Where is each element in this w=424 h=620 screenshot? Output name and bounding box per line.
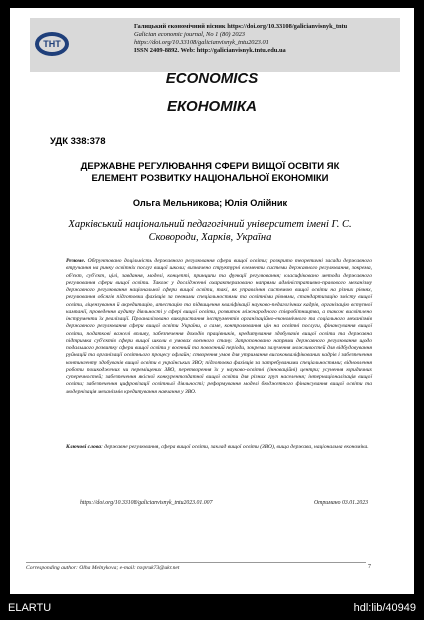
article-doi-link[interactable]: https://doi.org/10.33108/galicianvisnyk_tntu2023.01.007 [80,500,213,506]
svg-text:ТНТ: ТНТ [43,39,61,49]
title-line-1: ДЕРЖАВНЕ РЕГУЛЮВАННЯ СФЕРИ ВИЩОЇ ОСВІТИ ЯК [80,161,340,172]
handle-label: hdl:lib/40949 [353,602,416,614]
keywords-text: : державне регулювання, сфера вищої освіти, заклад вищої освіти (ЗВО), вища держава, національна економіка. [100,444,369,450]
keywords-label: Ключові слова [66,444,101,450]
section-heading-en: ECONOMICS [165,70,259,87]
journal-issn-line: ISSN 2409-8892. Web: http://galicianvisnyk.tntu.edu.ua [134,47,286,54]
article-title [50,161,370,185]
section-heading-uk: ЕКОНОМІКА [167,98,257,115]
keywords-block [66,444,372,451]
journal-issue-line: Galician economic journal, No 1 (80) 2023 [134,31,245,38]
page-number: 7 [368,564,371,570]
journal-doi-line: https://doi.org/10.33108/galicianvisnyk_tntu2023.01 [134,39,269,46]
abstract-block [66,258,372,396]
journal-header-banner [30,18,400,72]
received-date: Отримано 03.01.2023 [314,500,369,506]
abstract-label: Резюме. [66,258,86,264]
title-line-2: ЕЛЕМЕНТ РОЗВИТКУ НАЦІОНАЛЬНОЇ ЕКОНОМІКИ [91,173,329,184]
udc-code: УДК 338:378 [50,136,106,147]
corresponding-author-footer: Corresponding author: Olha Melnykova; e-mail: tsvpruk73@ukr.net [26,562,366,571]
journal-header-text [134,23,396,55]
journal-logo-icon [34,26,70,62]
author-affiliation: Харківський національний педагогічний університет імені Г. С. Сковороди, Харків, Україна [68,219,352,243]
article-authors: Ольга Мельникова; Юлія Олійник [132,198,288,208]
journal-title-line: Галицький економічний вісник https://doi.org/10.33108/galicianvisnyk_tntu [134,23,348,30]
article-page [10,8,414,594]
abstract-text: Обґрунтовано доцільність державного регулювання сфери вищої освіти; розкрито теоретичні засади державного втручання на ринку освітніх послуг вищої школи; визначено структурні елементи системи державного регулювання, зокрема, об'єкт, суб'єкт, цілі, завдання, моделі, концепті, принципи та функції регулювання; класифіковано методи державного регулювання сфери вищої освіти. Також у дослідженні охарактеризовано напрями адміністративно-правового механізму державного регулювання національної сфери вищої освіти, такі, як управління системою вищої освіти на різних рівнях, регулювання обсягів підготовки фахівців за певними спеціальностями та освітніми рівнями, стандартизацію змісту вищої освіти, ліцензування й акредитацію, атестацію та підвищення кваліфікації науково-педагогічних кадрів, організацію вступної кампанії, проведення аудиту діяльності у сфері вищої освіти, розвиток міжнародного співробітництва, а також висвітлено інструменти їх реалізації. Проаналізовано використання інструментів організаційно-економічного та соціального механізмів державного регулювання сфери вищої освіти України, а саме, контролювання цін на освітні послуги, фінансування вищої освіти, податкові важелі впливу, забезпечення доходів працівників, кредитування здобувачів вищої освіти та державна підтримка суб'єктів сфери вищої школи в умовах воєнного стану. Запропоновано напрями державного регулювання щодо подальшого розвитку сфери вищої освіти у воєнний та повоєнний періоди, зокрема залучення можливостей для відбудовування руйнацій та організації освітнього процесу офлайн; створення умов для утримання висококваліфікованих кадрів і забезпечення контингенту здобувачів вищої освіти в українських ЗВО; підготовка фахівців за затребуваними спеціальностями; відновлення роботи пошкоджених чи переміщених ЗВО, перетворення їх у науково-освітні (інноваційні) центри; усунення юридичних суперечностей; забезпечення якісної конкурентоздатної вищої освіти для різних груп населення; інтернаціоналізація вищої освіти; забезпечення цифровізації освітньої діяльності; реформування моделі бюджетного фінансування вищої освіти та модернізація механізмів кредитування навчання у ЗВО. [66,258,372,395]
repository-label: ELARTU [8,602,52,614]
